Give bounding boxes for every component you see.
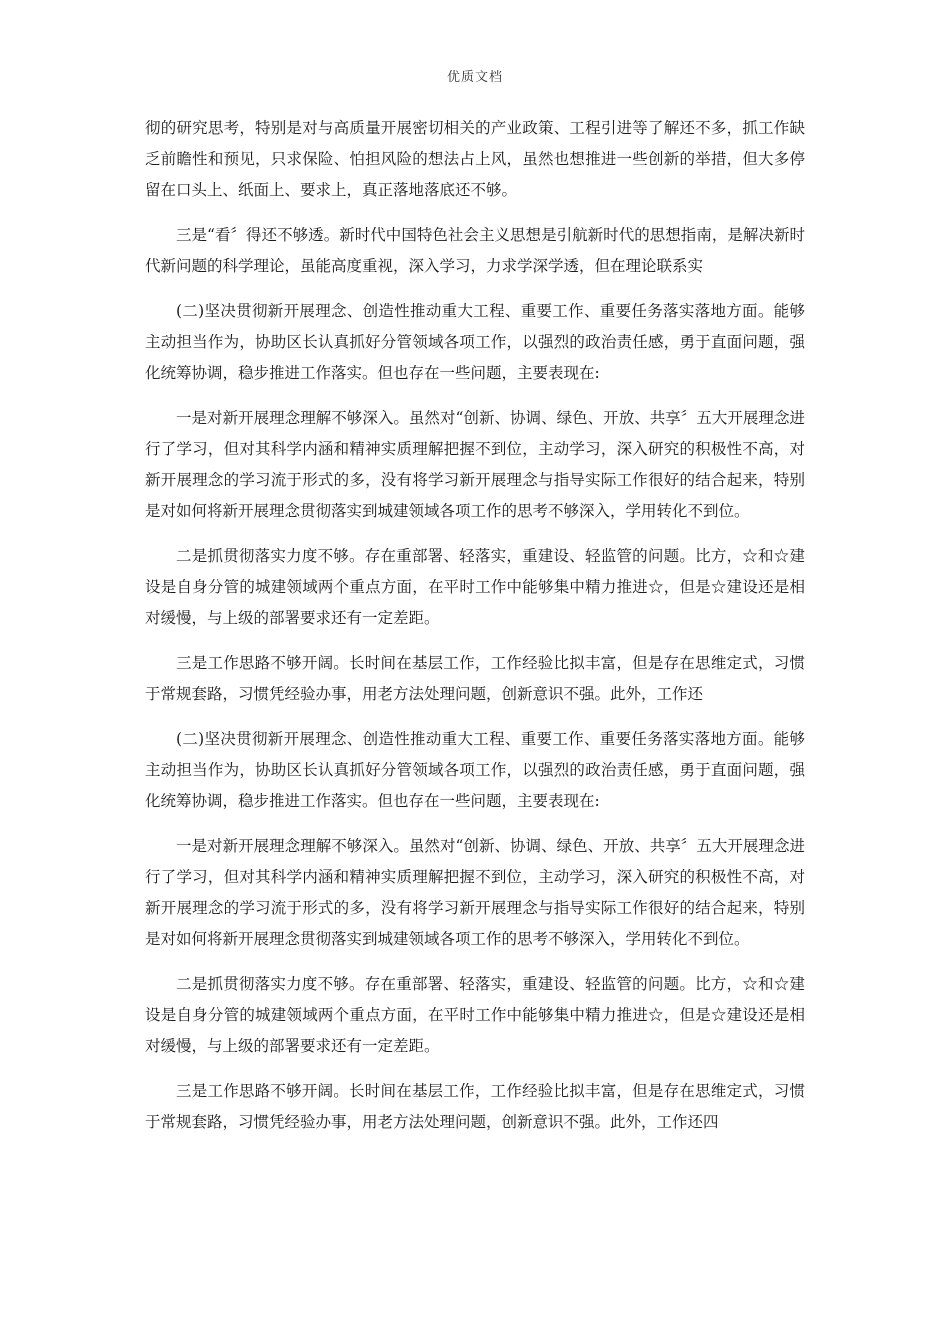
paragraph-8: 一是对新开展理念理解不够深入。虽然对“创新、协调、绿色、开放、共享〞五大开展理念进行了学习，但对其科学内涵和精神实质理解把握不到位，主动学习，深入研究的积极性不高，对新开展理念的学习流于形式的多，没有将学习新开展理念与指导实际工作很好的结合起来，特别是对如何将新开展理念贯彻落实到城建领域各项工作的思考不够深入，学用转化不到位。	[145, 837, 805, 948]
document-body	[145, 113, 805, 1152]
page-header: 优质文档	[446, 70, 503, 85]
paragraph-10: 三是工作思路不够开阔。长时间在基层工作，工作经验比拟丰富，但是存在思维定式，习惯于常规套路，习惯凭经验办事，用老方法处理问题，创新意识不强。此外，工作还四	[145, 1082, 805, 1131]
paragraph-1: 彻的研究思考，特别是对与高质量开展密切相关的产业政策、工程引进等了解还不多，抓工作缺乏前瞻性和预见，只求保险、怕担风险的想法占上风，虽然也想推进一些创新的举措，但大多停留在口头上、纸面上、要求上，真正落地落底还不够。	[145, 119, 805, 199]
paragraph-9: 二是抓贯彻落实力度不够。存在重部署、轻落实，重建设、轻监管的问题。比方，☆和☆建设是自身分管的城建领域两个重点方面，在平时工作中能够集中精力推进☆，但是☆建设还是相对缓慢，与上级的部署要求还有一定差距。	[145, 975, 805, 1055]
paragraph-4: 一是对新开展理念理解不够深入。虽然对“创新、协调、绿色、开放、共享〞五大开展理念进行了学习，但对其科学内涵和精神实质理解把握不到位，主动学习，深入研究的积极性不高，对新开展理念的学习流于形式的多，没有将学习新开展理念与指导实际工作很好的结合起来，特别是对如何将新开展理念贯彻落实到城建领域各项工作的思考不够深入，学用转化不到位。	[145, 409, 805, 520]
paragraph-2: 三是“看〞得还不够透。新时代中国特色社会主义思想是引航新时代的思想指南，是解决新时代新问题的科学理论，虽能高度重视，深入学习，力求学深学透，但在理论联系实	[145, 226, 805, 275]
paragraph-5: 二是抓贯彻落实力度不够。存在重部署、轻落实，重建设、轻监管的问题。比方，☆和☆建设是自身分管的城建领域两个重点方面，在平时工作中能够集中精力推进☆，但是☆建设还是相对缓慢，与上级的部署要求还有一定差距。	[145, 547, 805, 627]
paragraph-7: (二)坚决贯彻新开展理念、创造性推动重大工程、重要工作、重要任务落实落地方面。能够主动担当作为，协助区长认真抓好分管领域各项工作，以强烈的政治责任感，勇于直面问题，强化统筹协调，稳步推进工作落实。但也存在一些问题，主要表现在:	[145, 730, 805, 810]
paragraph-6: 三是工作思路不够开阔。长时间在基层工作，工作经验比拟丰富，但是存在思维定式，习惯于常规套路，习惯凭经验办事，用老方法处理问题，创新意识不强。此外，工作还	[145, 654, 805, 703]
paragraph-3: (二)坚决贯彻新开展理念、创造性推动重大工程、重要工作、重要任务落实落地方面。能够主动担当作为，协助区长认真抓好分管领域各项工作，以强烈的政治责任感，勇于直面问题，强化统筹协调，稳步推进工作落实。但也存在一些问题，主要表现在:	[145, 302, 805, 382]
